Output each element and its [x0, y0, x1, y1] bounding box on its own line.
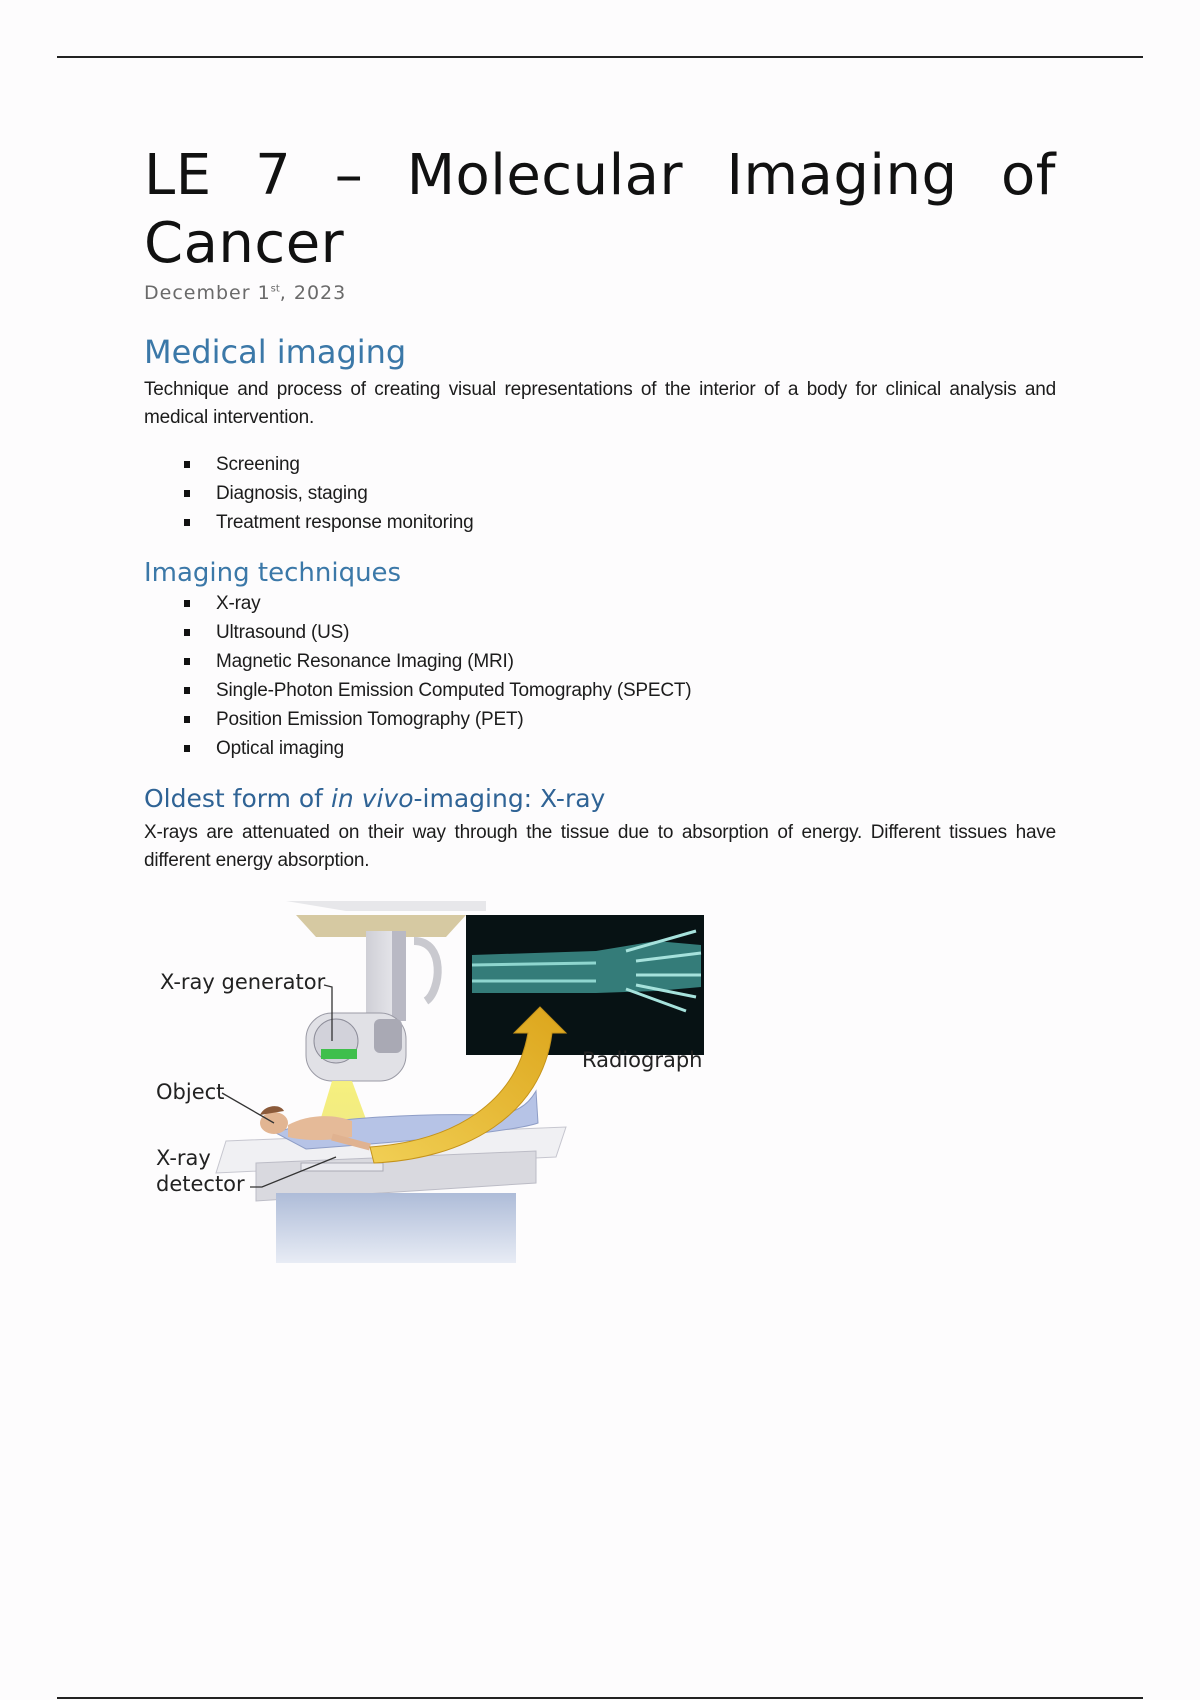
label-xray-detector-line2: detector: [156, 1172, 245, 1196]
bullet-icon: [184, 658, 190, 665]
xray-figure: [156, 901, 736, 1281]
ceiling-mount: [286, 901, 486, 1021]
list-item: X-ray: [184, 589, 1056, 618]
radiograph-image: [466, 915, 704, 1055]
bullet-icon: [184, 600, 190, 607]
list-item: Treatment response monitoring: [184, 508, 1056, 537]
xray-illustration: [156, 901, 736, 1281]
bullet-icon: [184, 716, 190, 723]
object-leader-line: [222, 1093, 274, 1123]
heading-medical-imaging: Medical imaging: [144, 333, 407, 371]
heading-oldest-form: Oldest form of in vivo-imaging: X-ray: [144, 784, 606, 813]
list-item: Optical imaging: [184, 734, 1056, 763]
bullet-icon: [184, 519, 190, 526]
document-page: [144, 130, 1056, 1281]
bullet-icon: [184, 629, 190, 636]
label-object: Object: [156, 1080, 225, 1104]
bullet-icon: [184, 461, 190, 468]
list-item: Ultrasound (US): [184, 618, 1056, 647]
top-rule: [57, 56, 1143, 58]
medical-imaging-text: Technique and process of creating visual representations of the interior of a body for clinical analysis and medical intervention.: [144, 379, 1056, 428]
label-radiograph: Radiograph: [582, 1048, 703, 1072]
xray-text: X-rays are attenuated on their way through the tissue due to absorption of energy. Different tissues have different energy absorption.: [144, 822, 1056, 871]
bullet-icon: [184, 687, 190, 694]
xray-generator: [306, 1013, 406, 1081]
heading-imaging-techniques: Imaging techniques: [144, 558, 402, 588]
medical-imaging-list: [144, 450, 1056, 537]
imaging-techniques-list: [144, 589, 1056, 763]
list-item: Magnetic Resonance Imaging (MRI): [184, 647, 1056, 676]
list-item: Single-Photon Emission Computed Tomography (SPECT): [184, 676, 1056, 705]
list-item: Diagnosis, staging: [184, 479, 1056, 508]
label-xray-detector-line1: X-ray: [156, 1146, 211, 1170]
bullet-icon: [184, 490, 190, 497]
bottom-rule: [57, 1697, 1143, 1699]
label-xray-generator: X-ray generator: [160, 970, 326, 994]
document-title: LE 7 – Molecular Imaging of Cancer: [144, 143, 1056, 276]
list-item: Position Emission Tomography (PET): [184, 705, 1056, 734]
document-date: December 1st, 2023: [144, 282, 347, 304]
list-item: Screening: [184, 450, 1056, 479]
bullet-icon: [184, 745, 190, 752]
